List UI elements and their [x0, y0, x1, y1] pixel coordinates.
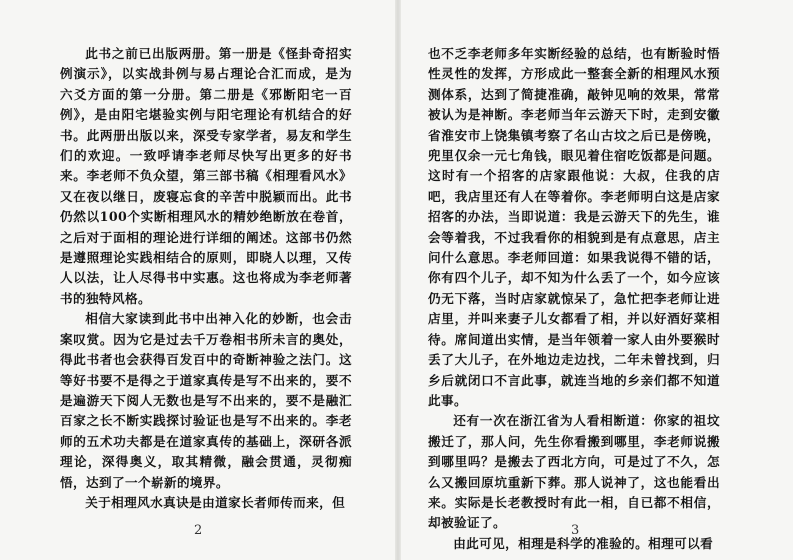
left-paragraph-3: 关于相理风水真诀是由道家长者师传而来，但 — [85, 494, 346, 510]
left-page-number: 2 — [194, 523, 203, 538]
left-paragraph-2: 相信大家读到此书中出神入化的妙断，也会击案叹赏。因为它是过去千万卷相书所未言的奥处，得此书者也会获得百发百中的奇断神验之法门。这等好书要不是得之于道家真传是写不出来的，要不是遍游天下阅人无数也是写不出来的，要不是融汇百家之长不断实践探讨验证也是写不出来的。李老师的五术功夫都是在道家真传的基础上，深研各派理论，深得奥义，取其精微，融会贯通，灵彻痴悟，达到了一个崭新的境界。 — [60, 311, 352, 490]
right-paragraph-2: 由此可见，相理是科学的准验的。相理可以看 — [453, 535, 714, 551]
right-page-number: 3 — [571, 523, 580, 538]
left-paragraph-1: 此书之前已出版两册。第一册是《怪卦奇招实例演示》，以实战卦例与易占理论合汇而成，是为六爻方面的第一分册。第二册是《邪断阳宅一百例》，是由阳宅堪验实例与阳宅理论有机结合的好书。此两册出版以来，深受专家学者，易友和学生们的欢迎。一致呼请李老师尽快写出更多的好书来。李老师不负众望，第三部书稿《相理看风水》又在夜以继日，废寝忘食的辛苦中脱颖而出。此书仍然以100个实断相理风水的精妙绝断放在卷首，之后对于面相的理论进行详细的阐述。这部书仍然是遵照理论实践相结合的原则，即晓人以理，又传人以法，让人尽得书中实惠。这也将成为李老师著书的独特风格。 — [60, 46, 352, 306]
book-gutter — [395, 0, 401, 560]
right-paragraph-1: 还有一次在浙江省为人看相断道：你家的祖坟搬迁了，那人问，先生你看搬到哪里，李老师说搬到哪里吗？是搬去了西北方向，可是过了不久，怎么又搬回原坑重新下葬。那人说神了，这也能看出来。实际是长老教授时有此一相，自已都不相信，却被验证了。 — [428, 413, 720, 531]
right-page — [428, 44, 720, 554]
left-page — [60, 44, 352, 513]
right-continuation-paragraph: 也不乏李老师多年实断经验的总结，也有断验时悟性灵性的发挥，方形成此一整套全新的相理风水预测体系，达到了简捷准确，敲钟见响的效果，常常被认为是神断。李老师当年云游天下时，走到安徽省淮安市上饶集镇考察了名山古坟之后已是傍晚，兜里仅余一元七角钱，眼见着住宿吃饭都是问题。这时有一个招客的店家跟他说：大叔，住我的店吧，我店里还有人在等着你。李老师明白这是店家招客的办法，当即说道：我是云游天下的先生，谁会等着我，不过我看你的相貌到是有点意思，店主问什么意思。李老师回道：如果我说得不错的话，你有四个儿子，却不知为什么丢了一个，如今应该仍无下落，当时店家就惊呆了，急忙把李老师让进店里，并叫来妻子儿女都看了相，并以好酒好菜相待。席间道出实情，是当年领着一家人由外要猴时丢了大儿子，在外地边走边找，二年未曾找到，归乡后就闭口不言此事，就连当地的乡亲们都不知道此事。 — [428, 46, 720, 408]
